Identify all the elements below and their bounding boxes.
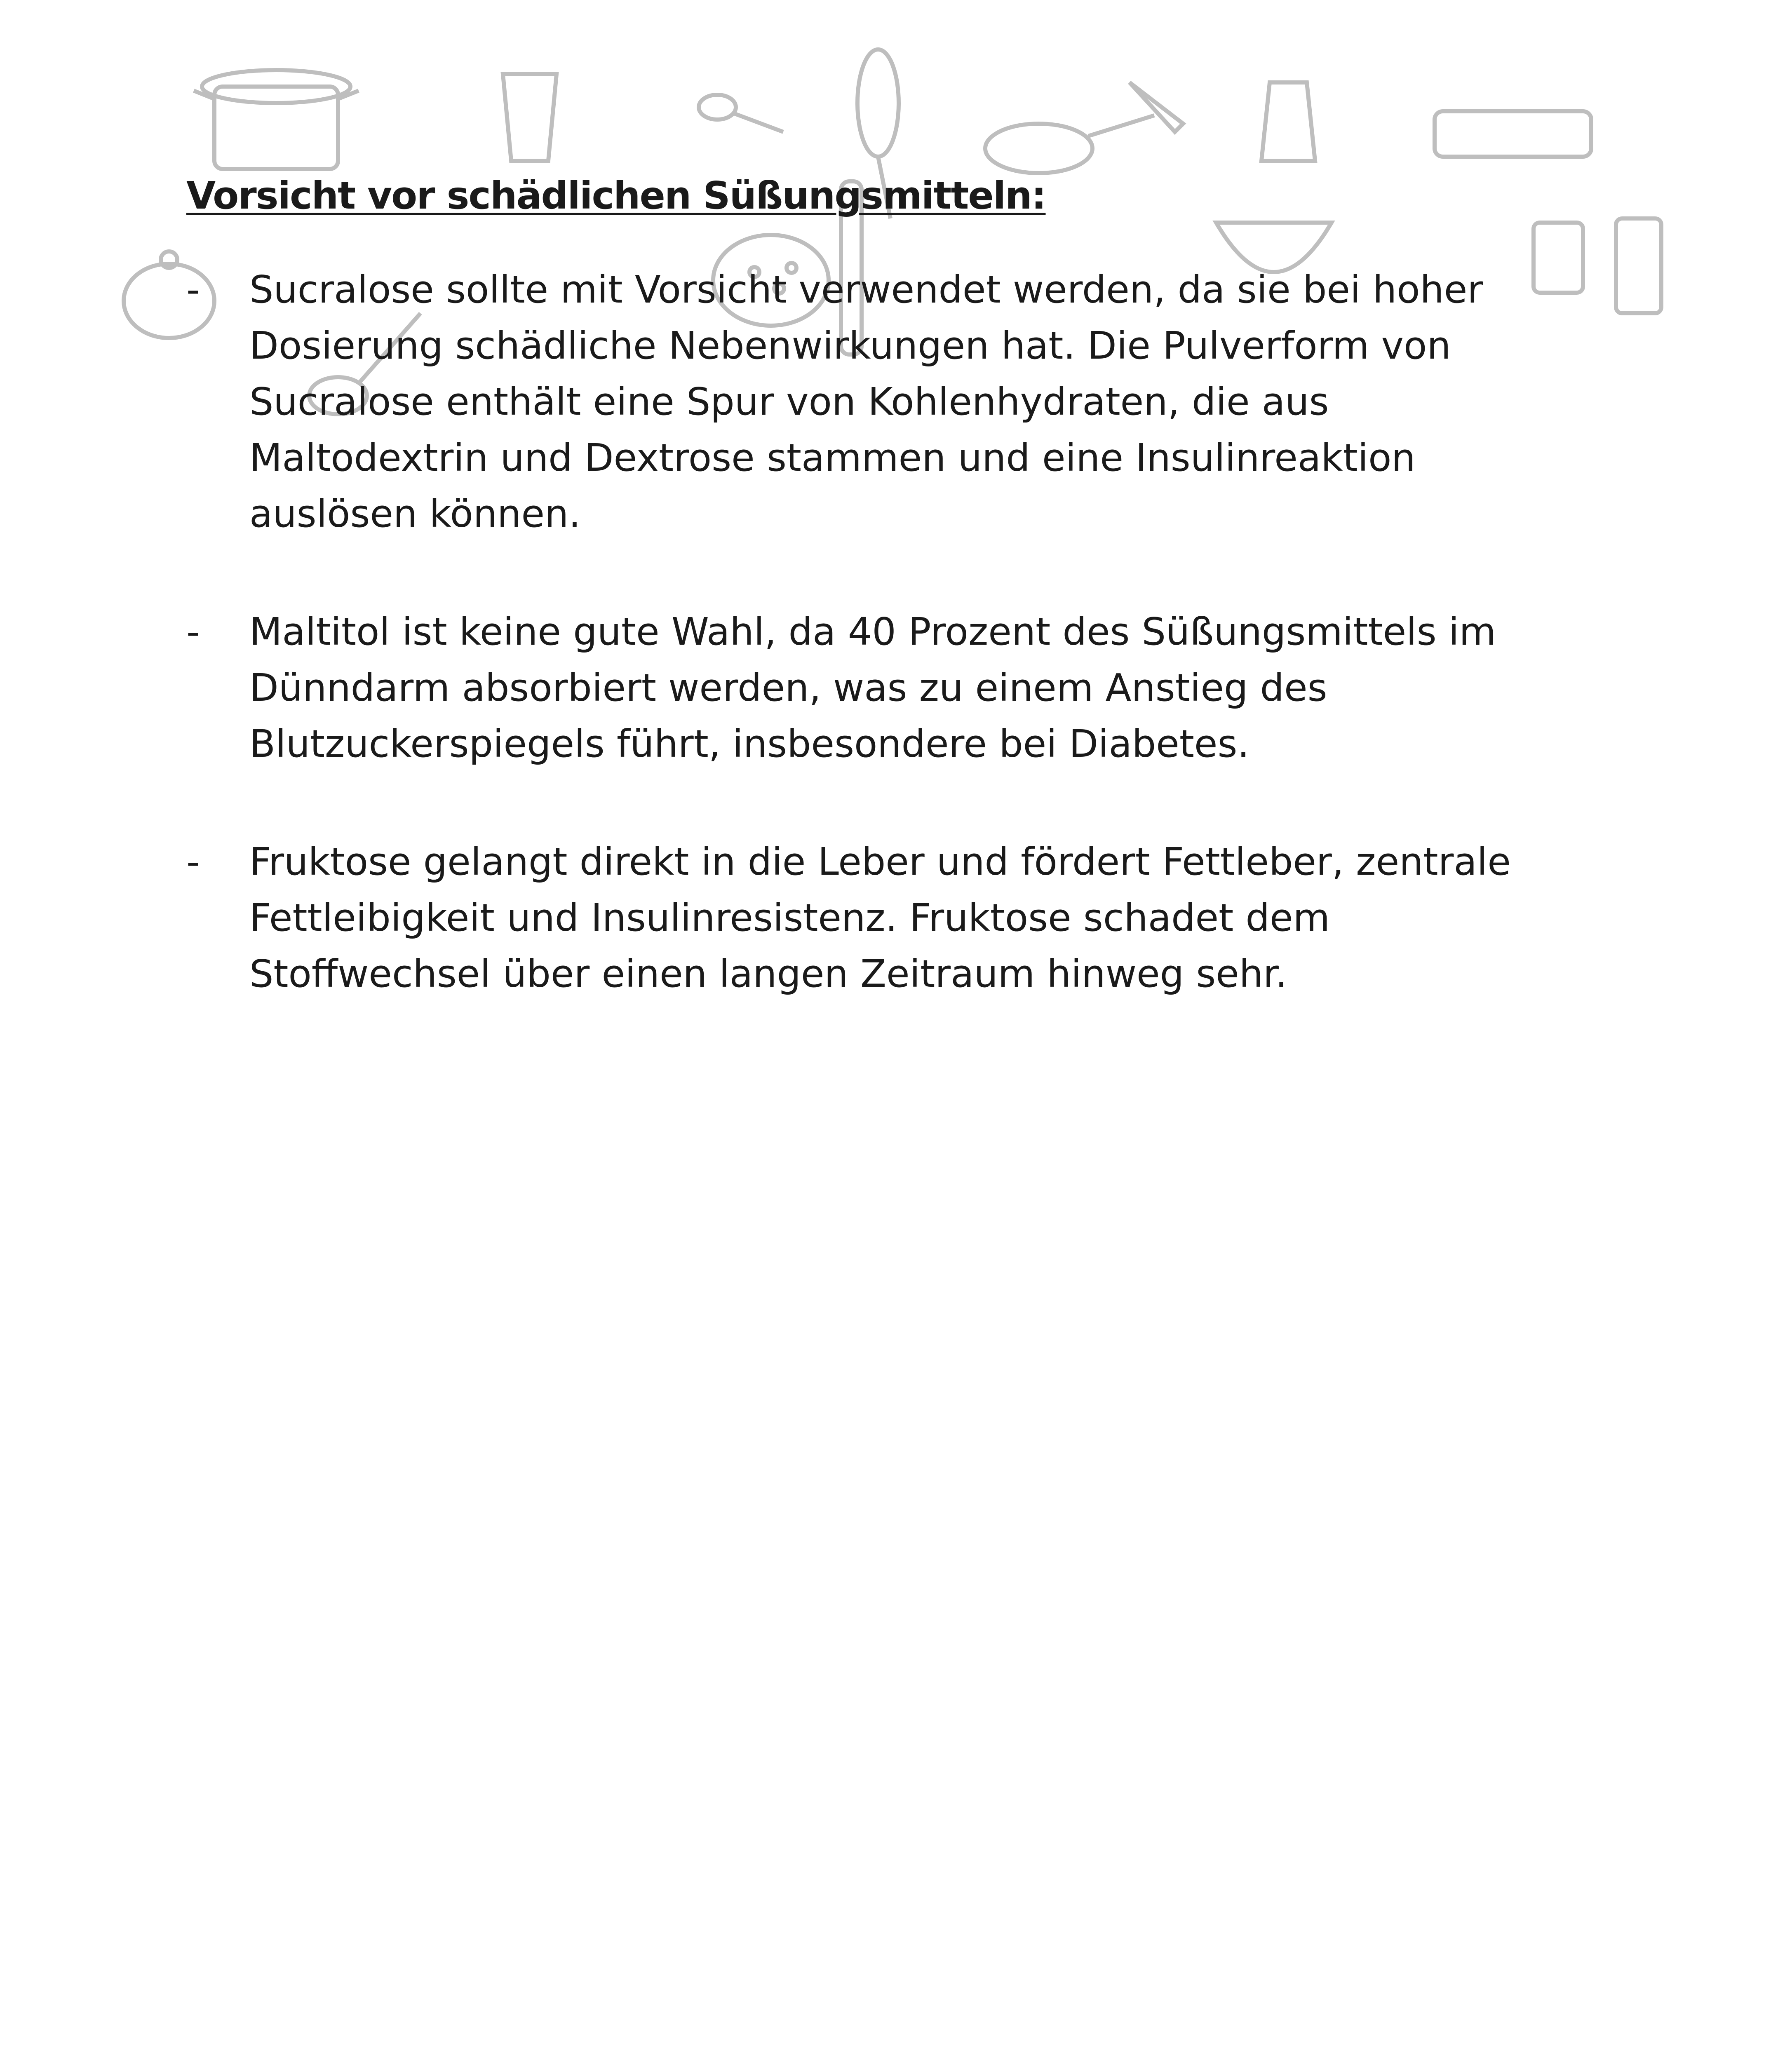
list-item-text: Sucralose sollte mit Vorsicht verwendet werden, da sie bei hoher Dosierung schädliche Nebenwirkungen hat. Die Pulverform von Sucralose enthält eine Spur von Kohlenhydraten, die aus Maltodextrin und Dextrose stammen und eine Insulinreaktion auslösen können. bbox=[249, 268, 1483, 536]
list-item bbox=[186, 604, 1547, 772]
cake-tin-icon bbox=[1435, 111, 1591, 157]
bullet-dash: - bbox=[186, 268, 200, 312]
bullet-dash: - bbox=[186, 610, 200, 654]
frying-pan-icon bbox=[985, 115, 1154, 173]
list-item-text: Maltitol ist keine gute Wahl, da 40 Prozent des Süßungsmittels im Dünndarm absorbiert werden, was zu einem Anstieg des Blutzuckerspiegels führt, insbesondere bei Diabetes. bbox=[249, 610, 1496, 766]
glass-icon bbox=[503, 74, 557, 161]
pot-icon bbox=[194, 70, 359, 169]
knife-icon bbox=[1130, 82, 1183, 132]
list-item bbox=[186, 262, 1547, 542]
section-heading: Vorsicht vor schädlichen Süßungsmitteln: bbox=[186, 174, 1046, 218]
grater-icon bbox=[1616, 218, 1661, 313]
document-body bbox=[186, 173, 1547, 1064]
spoon-icon bbox=[699, 95, 783, 132]
jug-icon bbox=[1261, 82, 1315, 161]
list-item-text: Fruktose gelangt direkt in die Leber und fördert Fettleber, zentrale Fettleibigkeit und Insulinresistenz. Fruktose schadet dem Stoffwechsel über einen langen Zeitraum hinweg sehr. bbox=[249, 840, 1511, 996]
bullet-dash: - bbox=[186, 840, 200, 884]
list-item bbox=[186, 834, 1547, 1002]
